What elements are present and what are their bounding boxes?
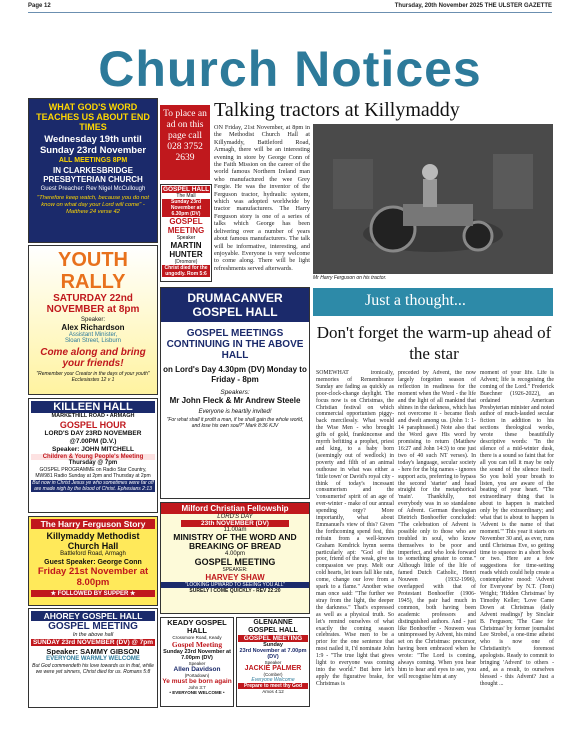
ad-tagline: Come along and bring your friends! — [40, 347, 146, 369]
ad-church: Sloan Street, Lisburn — [64, 338, 122, 344]
ad-verse: But now in Christ Jesus ye who sometimes were far off are made nigh by the blood of Christ. Ephesians 2:13 — [32, 480, 154, 492]
ad-welcome: • EVERYONE WELCOME • — [169, 690, 225, 695]
banner-text: Just a thought... — [365, 292, 466, 309]
ad-welcome: Everyone Welcome — [251, 677, 295, 683]
ad-title: The Harry Ferguson Story — [31, 519, 155, 529]
ad-speaker: MARTIN HUNTER — [169, 241, 203, 259]
ad-speaker-label: Speaker — [176, 235, 196, 241]
ad-sub: In the above hall — [72, 632, 114, 638]
tractor-photo — [313, 124, 553, 274]
ad-speakers: Mr John Fleck & Mr Andrew Steele — [169, 396, 301, 405]
ad-time1: 11.00am — [223, 527, 247, 533]
ad-heading: WHAT GOD'S WORD TEACHES US ABOUT END TIMES — [36, 102, 150, 132]
article-advent-col3: moment of your life. Life is Advent; life is recognising the coming of the Lord." Frederick Buechner (1926-2022), an ordained American Presbyterian minister and noted author of much-lauded secular fiction in addition to his sections theological works, wrote these beautifully descriptive words: "In the silence of a mid-winter dusk, there is a sound so faint that for all you can tell it may be only the sound of the silence itself. So you hold your breath to listen, you are aware of the beating of your heart. "The extraordinary thing that is about to happen is matched only by the extraordinary; and what that is about to happen is 'Advent is the name of that moment.'" This year it starts on November 30 and, as ever, runs until Christmas Eve, so getting time to squeeze in a short book or two. Here are a few suggestions for time-setting reads which could help create a contemplative mood: 'Advent for Everyone' by N.T. (Tom) Wright; 'Hidden Christmas' by Timothy Keller; 'Love Came Down at Christmas (daily Advent readings)' by Sinclair B. Ferguson; 'The Case for Christmas' by former journalist Lee Strobel, a one-time atheist who is now one of Christianity's foremost apologists. Ready to commit to bringing 'Advent' to others - and, as a result, to ourselves blessed - this Advent? Just a thought ... — [480, 370, 554, 687]
ad-dates: Wednesday 19th until Sunday 23rd November — [39, 134, 147, 156]
ad-when: LORD'S DAY 23RD NOVEMBER @7.00PM (D.V.) — [44, 430, 142, 445]
ad-time2: 4.00pm — [224, 551, 245, 557]
ad-town: (Dromore) — [174, 259, 198, 265]
ad-when: on Lord's Day 4.30pm (DV) Monday to Friday - 8pm — [163, 365, 307, 384]
ad-speaker: Speaker: JOHN MITCHELL — [52, 446, 134, 453]
just-a-thought-banner — [313, 288, 553, 316]
ad-verse: "For what shall it profit a man, if he shall gain the whole world, and lose his own soul?" Mark 8:36 KJV — [166, 417, 304, 429]
article-tractors-body: ON Friday, 21st November, at 8pm in the Methodist Church Hall at Killymaddy, Battleford Road, Armagh, there will be an interesting evening in store by George Conn of the Faith Mission on the career of the world famous Northern Ireland man who manufactured the wee Grey Fergie. He was the inventor of the Ferguson tractor, hydraulic system, which was adopted worldwide by tractor manufacturers. The Harry Ferguson story is one of a series of talks which George has been delivering over a number of years about famous manufacturers. The talk will be informative, interesting, and enjoyable. Everyone is very welcome to come along. There will be light refreshments served afterwards. — [214, 124, 310, 272]
ad-verse: "Therefore keep watch, because you do not know on what day your Lord will come" - Matthew 24 verse 42 — [37, 195, 149, 215]
ad-meeting: GOSPEL MEETING — [48, 621, 138, 632]
ad-town: (Comber) — [263, 672, 283, 677]
ad-name: KEADY GOSPEL HALL — [167, 618, 227, 635]
ad-date: Friday 21st November at 8.00pm — [37, 566, 149, 588]
ad-welcome: Everyone is heartily invited! — [198, 409, 272, 415]
ad-youth-rally — [28, 245, 158, 395]
ad-glenanne — [236, 617, 310, 707]
ad-speaker-label: SPEAKER: — [222, 567, 248, 573]
ad-ahorey-hall — [28, 608, 158, 708]
ad-meeting: GOSPEL MEETING — [167, 217, 205, 235]
ad-speaker: Speaker: SAMMY GIBSON — [46, 647, 140, 656]
ad-meeting: Gospel Meeting — [171, 640, 223, 649]
ad-speaker-label: Speaker: — [80, 317, 105, 323]
ad-name: KILLEEN HALL — [31, 401, 155, 413]
ad-date: 23rd November at 7.00pm (DV) — [239, 648, 307, 660]
ad-preacher: Guest Preacher: Rev Nigel McCullough — [40, 186, 146, 192]
ad-drumacanver — [160, 287, 310, 499]
ad-date: Sunday 23rd November at 6.30pm (DV) — [162, 199, 210, 217]
ad-radio: GOSPEL PROGRAMME on Radio Star Country, MW981 Radio Sunday at 2pm and Thursday at 2pm — [35, 467, 151, 479]
ad-road: Crossmore Road, Keady — [172, 635, 222, 640]
ad-speakers-label: Speakers: — [220, 389, 250, 396]
ad-date: 23th NOVEMBER (DV) — [181, 520, 289, 527]
article-tractors-headline: Talking tractors at Killymaddy — [214, 99, 460, 121]
ad-keady — [160, 617, 234, 707]
ad-harry-ferguson — [28, 516, 158, 606]
ad-ministry: MINISTRY OF THE WORD AND BREAKING OF BREAD — [173, 532, 297, 551]
ad-meeting: GOSPEL MEETING — [238, 635, 308, 642]
tractor-illustration — [313, 124, 553, 274]
ad-name: DRUMACANVER GOSPEL HALL — [161, 288, 309, 322]
ad-tagline: Prepare to meet thy God — [238, 683, 308, 689]
ad-road: MARKETHILL ROAD • ARMAGH — [51, 413, 135, 419]
ad-text: To place an ad on this page call 028 3752 2639 — [163, 109, 207, 163]
ad-speaker: JACKIE PALMER — [244, 665, 302, 672]
ad-lords: LORD'S DAY — [217, 514, 253, 520]
ad-footer: ★ FOLLOWED BY SUPPER ★ — [31, 590, 155, 597]
ad-children-time: Thursday @ 7pm — [68, 460, 118, 466]
ad-role: Assistant Minister, — [68, 332, 118, 338]
ad-gospel-hall-mall — [160, 184, 212, 282]
ad-ref: Amos 4:12 — [262, 689, 284, 694]
ad-verse: SURELY I COME QUICKLY - REV 22:20 — [189, 588, 281, 594]
ad-ref: John 3:7 — [188, 685, 206, 690]
ad-gospel: GOSPEL MEETING — [194, 557, 276, 567]
ad-footer: "LOOKING UPWARD TO SEEING YOU ALL" — [161, 582, 309, 588]
ad-date: SUNDAY 23rd NOVEMBER (DV) @ 7pm — [32, 639, 154, 646]
ad-welcome: EVERYONE WARMLY WELCOME — [46, 656, 140, 662]
article-advent-headline: Don't forget the warm-up ahead of the star — [316, 323, 552, 363]
ad-place-an-ad — [160, 105, 210, 180]
ad-town: (Portadown) — [184, 673, 210, 678]
ad-speaker: Guest Speaker: George Conn — [44, 559, 142, 566]
ad-date: SATURDAY 22nd NOVEMBER at 8pm — [46, 293, 140, 315]
ad-road: The Mall — [176, 193, 196, 199]
ad-speaker-label: Speaker — [188, 661, 206, 666]
page-number: Page 12 — [28, 3, 51, 9]
ad-day: Sunday — [263, 642, 283, 648]
ad-road: Battleford Road, Armagh — [60, 551, 126, 557]
ad-milford — [160, 502, 310, 614]
issue-date: Thursday, 20th November 2025 THE ULSTER GAZETTE — [394, 3, 552, 9]
ad-name: GLENANNE GOSPEL HALL — [248, 619, 298, 634]
ad-name: Milford Christian Fellowship — [161, 503, 309, 514]
ad-name: GOSPEL HALL — [162, 186, 210, 193]
ad-hour: GOSPEL HOUR — [59, 420, 127, 430]
ad-speaker: HARVEY SHAW — [205, 573, 265, 582]
ad-verse: But God commendeth his love towards us in that, while we were yet sinners, Christ died for us. Romans 5:8 — [32, 663, 154, 675]
header-rule — [28, 12, 552, 13]
ad-end-times — [28, 98, 158, 243]
ad-verse: "Remember your Creator in the days of your youth" Ecclesiastes 12 v 1 — [36, 371, 150, 383]
ad-speaker: Alex Richardson — [61, 323, 125, 332]
ad-name: AHOREY GOSPEL HALL — [31, 611, 155, 621]
ad-title: YOUTH RALLY — [58, 249, 128, 293]
ad-killeen-hall — [28, 398, 158, 513]
ad-times: ALL MEETINGS 8PM — [58, 157, 128, 164]
ad-meeting: GOSPEL MEETINGS CONTINUING IN THE ABOVE HALL — [166, 328, 304, 361]
ad-tagline: Ye must be born again — [162, 678, 232, 685]
ad-verse: Christ died for the ungodly. Rom 5:6 — [162, 265, 210, 277]
ad-speaker-label: Speaker — [264, 660, 282, 665]
ad-speaker: Allen Davidson — [173, 666, 221, 673]
article-advent-col1: SOMEWHAT ironically, memories of Remembrance Sunday are fading as quickly as poor-clock-change daylight. The focus now is on Christmas, the Christian festival on which commercial opportunism piggy-back mercilessly. What would the Wise Men - who brought gifts of gold, frankincense and myrrh befitting a prophet, priest and king, to a baby born (seemingly out of wedlock) in poverty and filth of an animal outhouse in what was either a 'little town' or David's royal city - think of today's incessant consumerism and the 'consumerist' spirit of an age of ever-winter - make of our annual spending orgy? More importantly, what about Emmanuel's view of this? Given the forthcoming spend fest, this refrain from a well-known Graham Kendrick hymn seems particularly apt: "God of the poor, friend of the weak, give us compassion we pray. Melt our cold hearts, let tears fall like rain, come, change our love from a spark to a flame." Another wise man once said: "The further we stray from the light, the deeper the darkness." That's expressed as well as a physical truth. So let's remind ourselves of what exactly the coming season celebrates. Wise men to be a prior for the one sentence that most nailed it, I'd nominate John 1:9 - "The true light that gives light to everyone was coming into the world." But here let's apply the figurative brake, for Christmas is — [316, 370, 394, 687]
article-advent-col2: preceded by Advent, the now largely forgotten season of reflection in readiness for the moment when the Word - the life and the light of all mankind that shines in the darkness, which has not overcome it - became flesh and dwelt among us. (John 1: 1-14 paraphrased.) Note also that the Word gave His word by promising to return (Matthew 16:27 and John 14:3) to one just two of 40 such NT verses). In today's language, secular society - here for the big names - ignores support acts, preferring to bypass the second 'starter' and head straight for the metaphorical 'main'. Thankfully, not everybody was in so standalone of Advent. German theologian Dietrich Bonhoeffer concluded: "The celebration of Advent is possible only to those who are troubled in soul, who know themselves to be poor and imperfect, and who look forward to something greater to come." Although little of the life of famed Dutch Catholic, Henri Nouwen (1932-1996), overlapped with that of Protestant Bonhoeffer (1906-1945), the pair had much in common, both having been academic professors and distinguished authors. And - just like Bonhoeffer - Nouwen was unimpressed by Advent, his mind set on the Christmas: precursor, having been embraced when he wrote: "The Lord is coming, always coming. When you hear him to hear and eyes to see, you will recognise him at any — [398, 370, 476, 680]
ad-children: Children & Young People's Meeting — [31, 454, 155, 460]
ad-venue: Killymaddy Methodist Church Hall — [46, 531, 140, 551]
ad-place: IN CLARKESBRIDGE PRESBYTERIAN CHURCH — [43, 166, 143, 184]
masthead: Church Notices — [98, 44, 482, 94]
photo-caption: Mr Harry Ferguson on his tractor. — [313, 275, 387, 281]
ad-date: Sunday 23rd November at 7.00pm (DV) — [163, 649, 231, 661]
